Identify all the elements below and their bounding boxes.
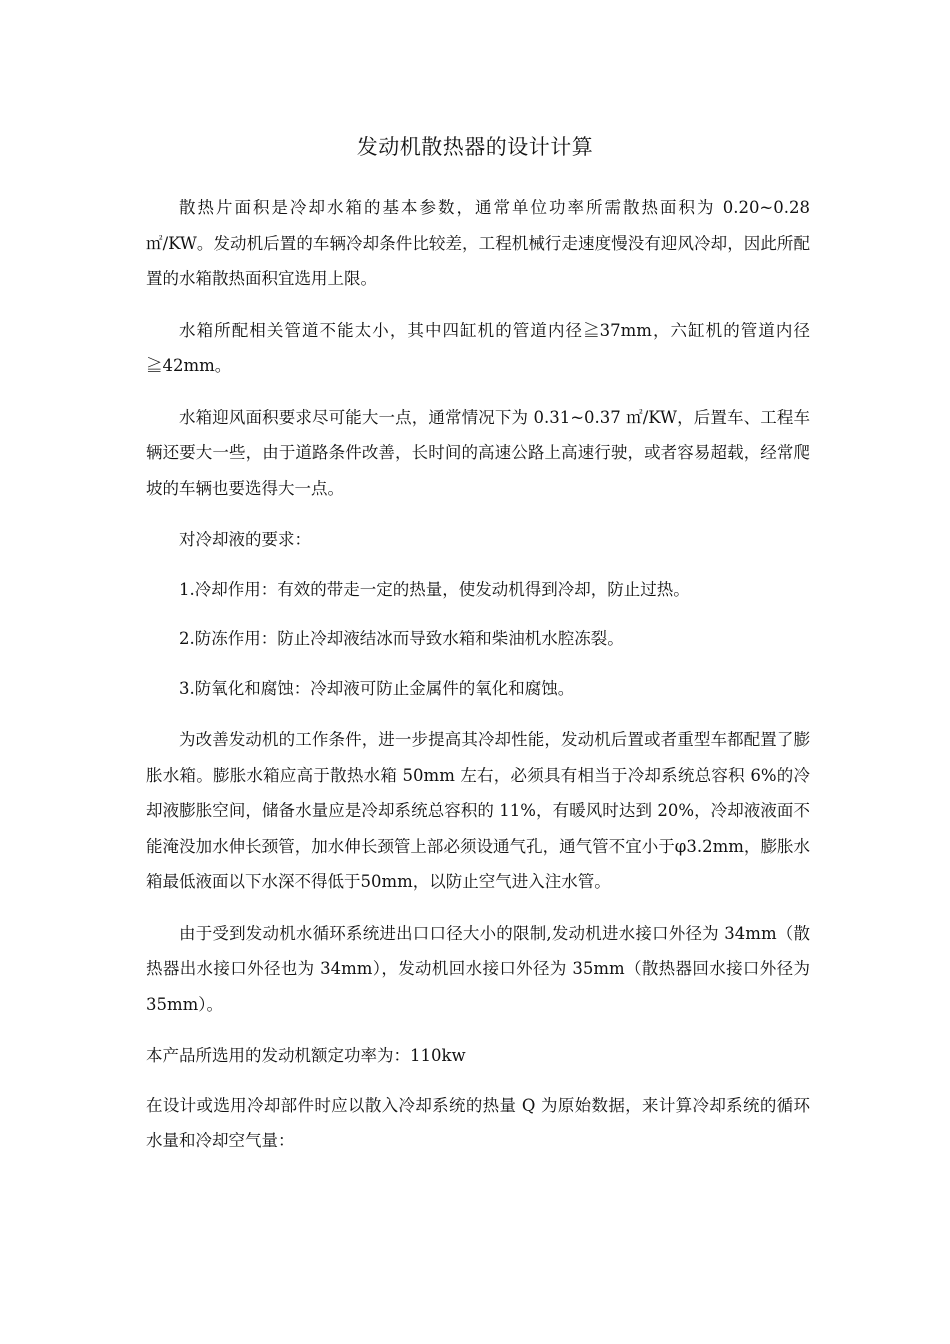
list-item-cooling: 1.冷却作用：有效的带走一定的热量，使发动机得到冷却，防止过热。 [179,579,690,599]
list-item-antifreeze: 2.防冻作用：防止冷却液结冰而导致水箱和柴油机水腔冻裂。 [179,629,624,648]
list-item-anticorrosion: 3.防氧化和腐蚀：冷却液可防止金属件的氧化和腐蚀。 [179,678,575,698]
paragraph-connector-diameter: 由于受到发动机水循环系统进出口口径大小的限制,发动机进水接口外径为 34mm（散热器出水接口外径也为 34mm），发动机回水接口外径为 35mm（散热器回水接口外径为 35mm）。 [146,923,810,1014]
paragraph-expansion-tank: 为改善发动机的工作条件，进一步提高其冷却性能，发动机后置或者重型车都配置了膨胀水箱。膨胀水箱应高于散热水箱 50mm 左右，必须具有相当于冷却系统总容积 6%的冷却液膨胀空间，储备水量应是冷却系统总容积的 11%，有暖风时达到 20%，冷却液液面不能淹没加水伸长颈管，加水伸长颈管上部必须设通气孔，通气管不宜小于φ3.2mm，膨胀水箱最低液面以下水深不得低于50mm，以防止空气进入注水管。 [146,730,810,891]
paragraph-windward-area: 水箱迎风面积要求尽可能大一点，通常情况下为 0.31~0.37 ㎡/KW，后置车、工程车辆还要大一些，由于道路条件改善，长时间的高速公路上高速行驶，或者容易超载，经常爬坡的车辆也要选得大一点。 [146,407,810,498]
paragraph-heat-dissipation-area: 散热片面积是冷却水箱的基本参数，通常单位功率所需散热面积为 0.20~0.28㎡/KW。发动机后置的车辆冷却条件比较差，工程机械行走速度慢没有迎风冷却，因此所配置的水箱散热面积宜选用上限。 [146,198,810,288]
paragraph-coolant-requirements-heading: 对冷却液的要求： [179,530,311,549]
paragraph-rated-power: 本产品所选用的发动机额定功率为：110kw [146,1046,466,1065]
document-title: 发动机散热器的设计计算 [356,135,594,159]
paragraph-design-basis: 在设计或选用冷却部件时应以散入冷却系统的热量 Q 为原始数据，来计算冷却系统的循环水量和冷却空气量： [146,1095,810,1150]
document-body [146,190,810,1175]
paragraph-pipe-diameter: 水箱所配相关管道不能太小，其中四缸机的管道内径≧37mm，六缸机的管道内径≧42mm。 [146,320,810,375]
